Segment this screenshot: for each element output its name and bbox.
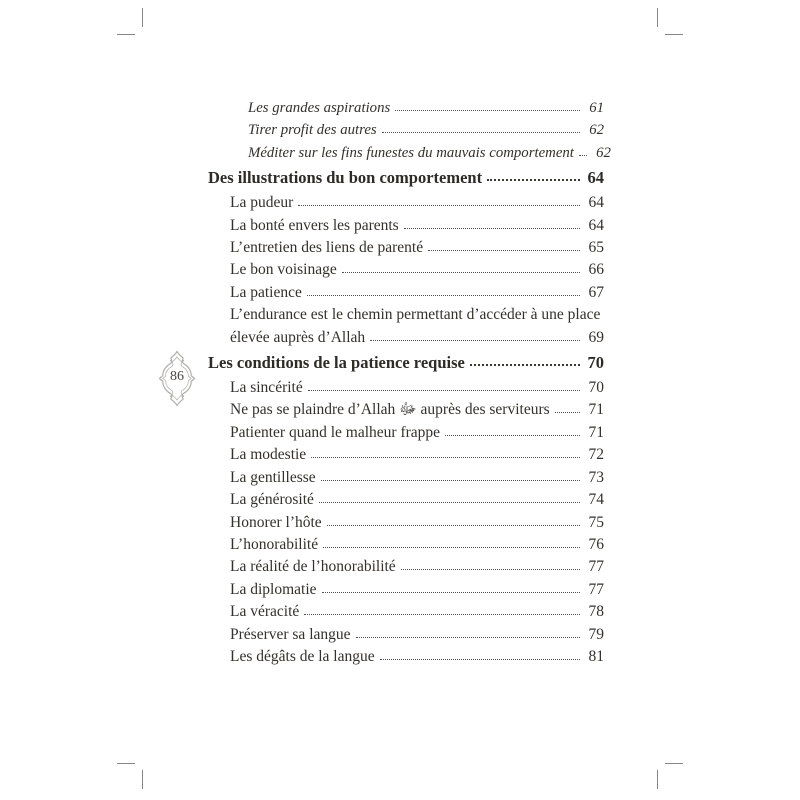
toc-entry xyxy=(208,399,604,421)
toc-entry xyxy=(208,534,604,556)
toc-entry-wrapped-line-1 xyxy=(208,304,604,326)
toc-entry-label: L’endurance est le chemin permettant d’accéder à une place xyxy=(230,306,601,324)
leader-dots xyxy=(401,569,580,570)
toc-entry-label: Patienter quand le malheur frappe xyxy=(230,423,441,441)
toc-page-number: 71 xyxy=(588,423,604,441)
leader-dots xyxy=(322,592,580,593)
leader-dots xyxy=(323,547,580,548)
toc-page-number: 64 xyxy=(587,168,604,188)
leader-dots xyxy=(487,179,580,181)
toc-entry-label: Honorer l’hôte xyxy=(230,513,322,531)
toc-entry xyxy=(208,556,604,578)
toc-entry-label: Méditer sur les fins funestes du mauvais comportement xyxy=(248,144,574,161)
toc-entry xyxy=(208,512,604,534)
crop-mark-bottom-right-vertical xyxy=(657,770,658,789)
toc-entry-label: La réalité de l’honorabilité xyxy=(230,558,396,576)
toc-entry-label: La véracité xyxy=(230,603,300,621)
toc-entry-label: La générosité xyxy=(230,491,314,509)
leader-dots xyxy=(404,228,580,229)
toc-entry-label: L’honorabilité xyxy=(230,535,319,553)
toc-entry-label: La bonté envers les parents xyxy=(230,216,399,234)
crop-mark-top-right-horizontal xyxy=(665,34,683,35)
leader-dots xyxy=(470,364,580,366)
crop-mark-top-left-horizontal xyxy=(117,34,135,35)
toc-page-number: 62 xyxy=(596,144,611,161)
crop-mark-bottom-left-horizontal xyxy=(117,763,135,764)
toc-entry xyxy=(208,624,604,646)
toc-page-number: 71 xyxy=(588,401,604,419)
toc-entry-label: La diplomatie xyxy=(230,580,317,598)
leader-dots xyxy=(311,457,580,458)
leader-dots xyxy=(308,390,580,391)
toc-entry-label: L’entretien des liens de parenté xyxy=(230,239,424,257)
toc-entry xyxy=(208,192,604,214)
leader-dots xyxy=(428,250,580,251)
toc-page-number: 65 xyxy=(588,239,604,257)
toc-entry-label: La patience xyxy=(230,283,302,301)
toc-page-number: 70 xyxy=(588,379,604,397)
toc-page-number: 64 xyxy=(588,216,604,234)
toc-entry xyxy=(208,142,611,164)
toc-entry-wrapped-line-2 xyxy=(208,327,604,349)
leader-dots xyxy=(395,110,580,111)
toc-entry xyxy=(208,377,604,399)
crop-mark-top-left-vertical xyxy=(142,8,143,27)
leader-dots xyxy=(342,272,580,273)
toc-page-number: 61 xyxy=(589,100,604,116)
leader-dots xyxy=(321,480,580,481)
leader-dots xyxy=(319,502,580,503)
toc-entry-label: La gentillesse xyxy=(230,468,316,486)
toc-entry xyxy=(208,467,604,489)
leader-dots xyxy=(298,205,580,206)
leader-dots xyxy=(445,435,580,436)
toc-entry xyxy=(208,119,604,141)
toc-page-number: 64 xyxy=(588,194,604,212)
toc-entry xyxy=(208,282,604,304)
toc-page-number: 77 xyxy=(588,580,604,598)
toc-section-heading xyxy=(208,165,604,191)
toc-page-number: 62 xyxy=(589,122,604,139)
toc-entry-label: Tirer profit des autres xyxy=(248,122,377,139)
toc-page-number: 75 xyxy=(588,513,604,531)
leader-dots xyxy=(356,637,580,638)
toc-entry xyxy=(208,579,604,601)
toc-entry xyxy=(208,422,604,444)
leader-dots xyxy=(380,659,580,660)
toc-entry-label: Préserver sa langue xyxy=(230,625,351,643)
leader-dots xyxy=(579,155,587,156)
toc-page-number: 69 xyxy=(588,328,604,346)
leader-dots xyxy=(370,340,580,341)
toc-page-number: 79 xyxy=(588,625,604,643)
toc-page-number: 73 xyxy=(588,468,604,486)
margin-page-number: 86 xyxy=(170,369,184,384)
toc-entry-label: Ne pas se plaindre d’Allah ﷻ auprès des serviteurs xyxy=(230,401,550,419)
table-of-contents xyxy=(208,97,611,668)
toc-section-heading xyxy=(208,350,604,376)
page-number-ornament xyxy=(158,350,196,407)
toc-page-number: 67 xyxy=(588,283,604,301)
toc-page-number: 81 xyxy=(588,647,604,665)
toc-entry-label: La modestie xyxy=(230,446,307,464)
toc-entry-label: Les grandes aspirations xyxy=(248,100,391,116)
leader-dots xyxy=(327,525,580,526)
toc-page-number: 76 xyxy=(588,535,604,553)
toc-entry xyxy=(208,444,604,466)
toc-entry xyxy=(208,259,604,281)
toc-entry xyxy=(208,97,604,119)
toc-entry-label: Les dégâts de la langue xyxy=(230,647,375,665)
toc-entry-label: élevée auprès d’Allah xyxy=(230,328,366,346)
toc-entry-label: La pudeur xyxy=(230,194,294,212)
crop-mark-bottom-left-vertical xyxy=(142,770,143,789)
toc-entry-label: Le bon voisinage xyxy=(230,261,337,279)
crop-mark-bottom-right-horizontal xyxy=(665,763,683,764)
crop-mark-top-right-vertical xyxy=(657,8,658,27)
toc-page-number: 66 xyxy=(588,261,604,279)
toc-entry xyxy=(208,237,604,259)
leader-dots xyxy=(555,412,580,413)
toc-entry xyxy=(208,646,604,668)
toc-page-number: 78 xyxy=(588,603,604,621)
toc-entry xyxy=(208,489,604,511)
toc-entry-label: La sincérité xyxy=(230,379,303,397)
leader-dots xyxy=(382,132,580,133)
toc-entry xyxy=(208,601,604,623)
toc-page-number: 72 xyxy=(588,446,604,464)
toc-entry-label: Les conditions de la patience requise xyxy=(208,353,465,373)
leader-dots xyxy=(307,295,580,296)
toc-page-number: 70 xyxy=(587,353,604,373)
toc-entry xyxy=(208,215,604,237)
toc-entry-label: Des illustrations du bon comportement xyxy=(208,168,483,188)
leader-dots xyxy=(304,614,580,615)
toc-page-number: 74 xyxy=(588,491,604,509)
toc-page-number: 77 xyxy=(588,558,604,576)
